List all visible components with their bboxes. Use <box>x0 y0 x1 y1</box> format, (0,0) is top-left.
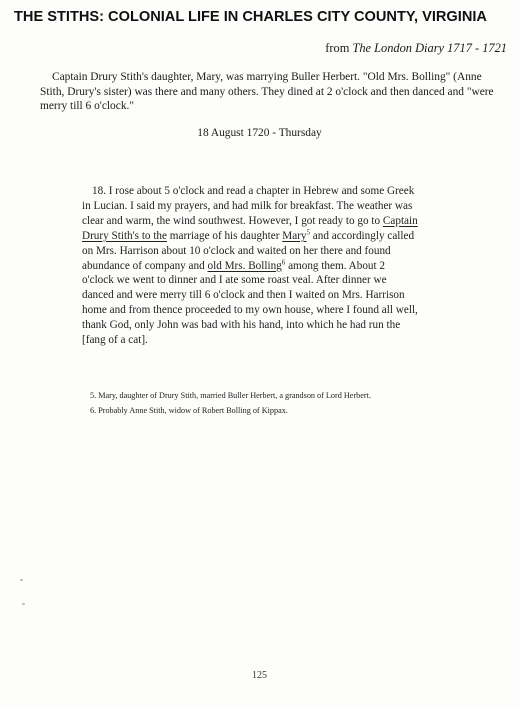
page-number: 125 <box>252 670 267 681</box>
source-work-title: The London Diary 1717 - 1721 <box>352 41 507 55</box>
underlined-text-stith: Captain Drury Stith's to the <box>82 214 418 242</box>
footnotes <box>90 391 420 420</box>
diary-entry <box>82 184 418 348</box>
diary-text-3: and accordingly called on Mrs. Harrison about 10 o'clock and waited on her there and found abundance of company and <box>82 229 415 272</box>
diary-text-1: 18. I rose about 5 o'clock and read a chapter in Hebrew and some Greek in Lucian. I said my prayers, and had milk for breakfast. The weather was clear and warm, the wind southwest. However, I got ready to go to <box>82 185 415 227</box>
footnote-ref-5: 5 <box>306 227 310 236</box>
diary-text-2: marriage of his daughter <box>167 229 283 242</box>
scan-speck <box>20 579 23 581</box>
underlined-text-mary: Mary <box>282 229 307 242</box>
scan-speck <box>22 603 25 605</box>
diary-paragraph <box>82 184 418 348</box>
page-title: THE STITHS: COLONIAL LIFE IN CHARLES CITY COUNTY, VIRGINIA <box>14 9 487 25</box>
source-citation <box>325 41 507 56</box>
footnote-5: 5. Mary, daughter of Drury Stith, married Buller Herbert, a grandson of Lord Herbert. <box>90 391 371 400</box>
underlined-text-bolling: old Mrs. Bolling <box>207 259 282 272</box>
diary-dateline: 18 August 1720 - Thursday <box>197 127 322 139</box>
footnote-6: 6. Probably Anne Stith, widow of Robert Bolling of Kippax. <box>90 405 288 415</box>
source-prefix: from <box>325 41 350 55</box>
footnote-ref-6: 6 <box>281 257 286 266</box>
intro-paragraph: Captain Drury Stith's daughter, Mary, was marrying Buller Herbert. "Old Mrs. Bolling" (Anne Stith, Drury's sister) was there and many others. They dined at 2 o'clock and then danced and "were merry till 6 o'clock." <box>40 71 494 113</box>
diary-text-4: among them. About 2 o'clock we went to dinner and I ate some roast veal. After dinner we danced and were merry till 6 o'clock and then I waited on Mrs. Harrison home and from thence proceeded to my own house, where I found all well, thank God, only John was bad with his hand, into which he had run the [fang of a cat]. <box>82 259 418 347</box>
